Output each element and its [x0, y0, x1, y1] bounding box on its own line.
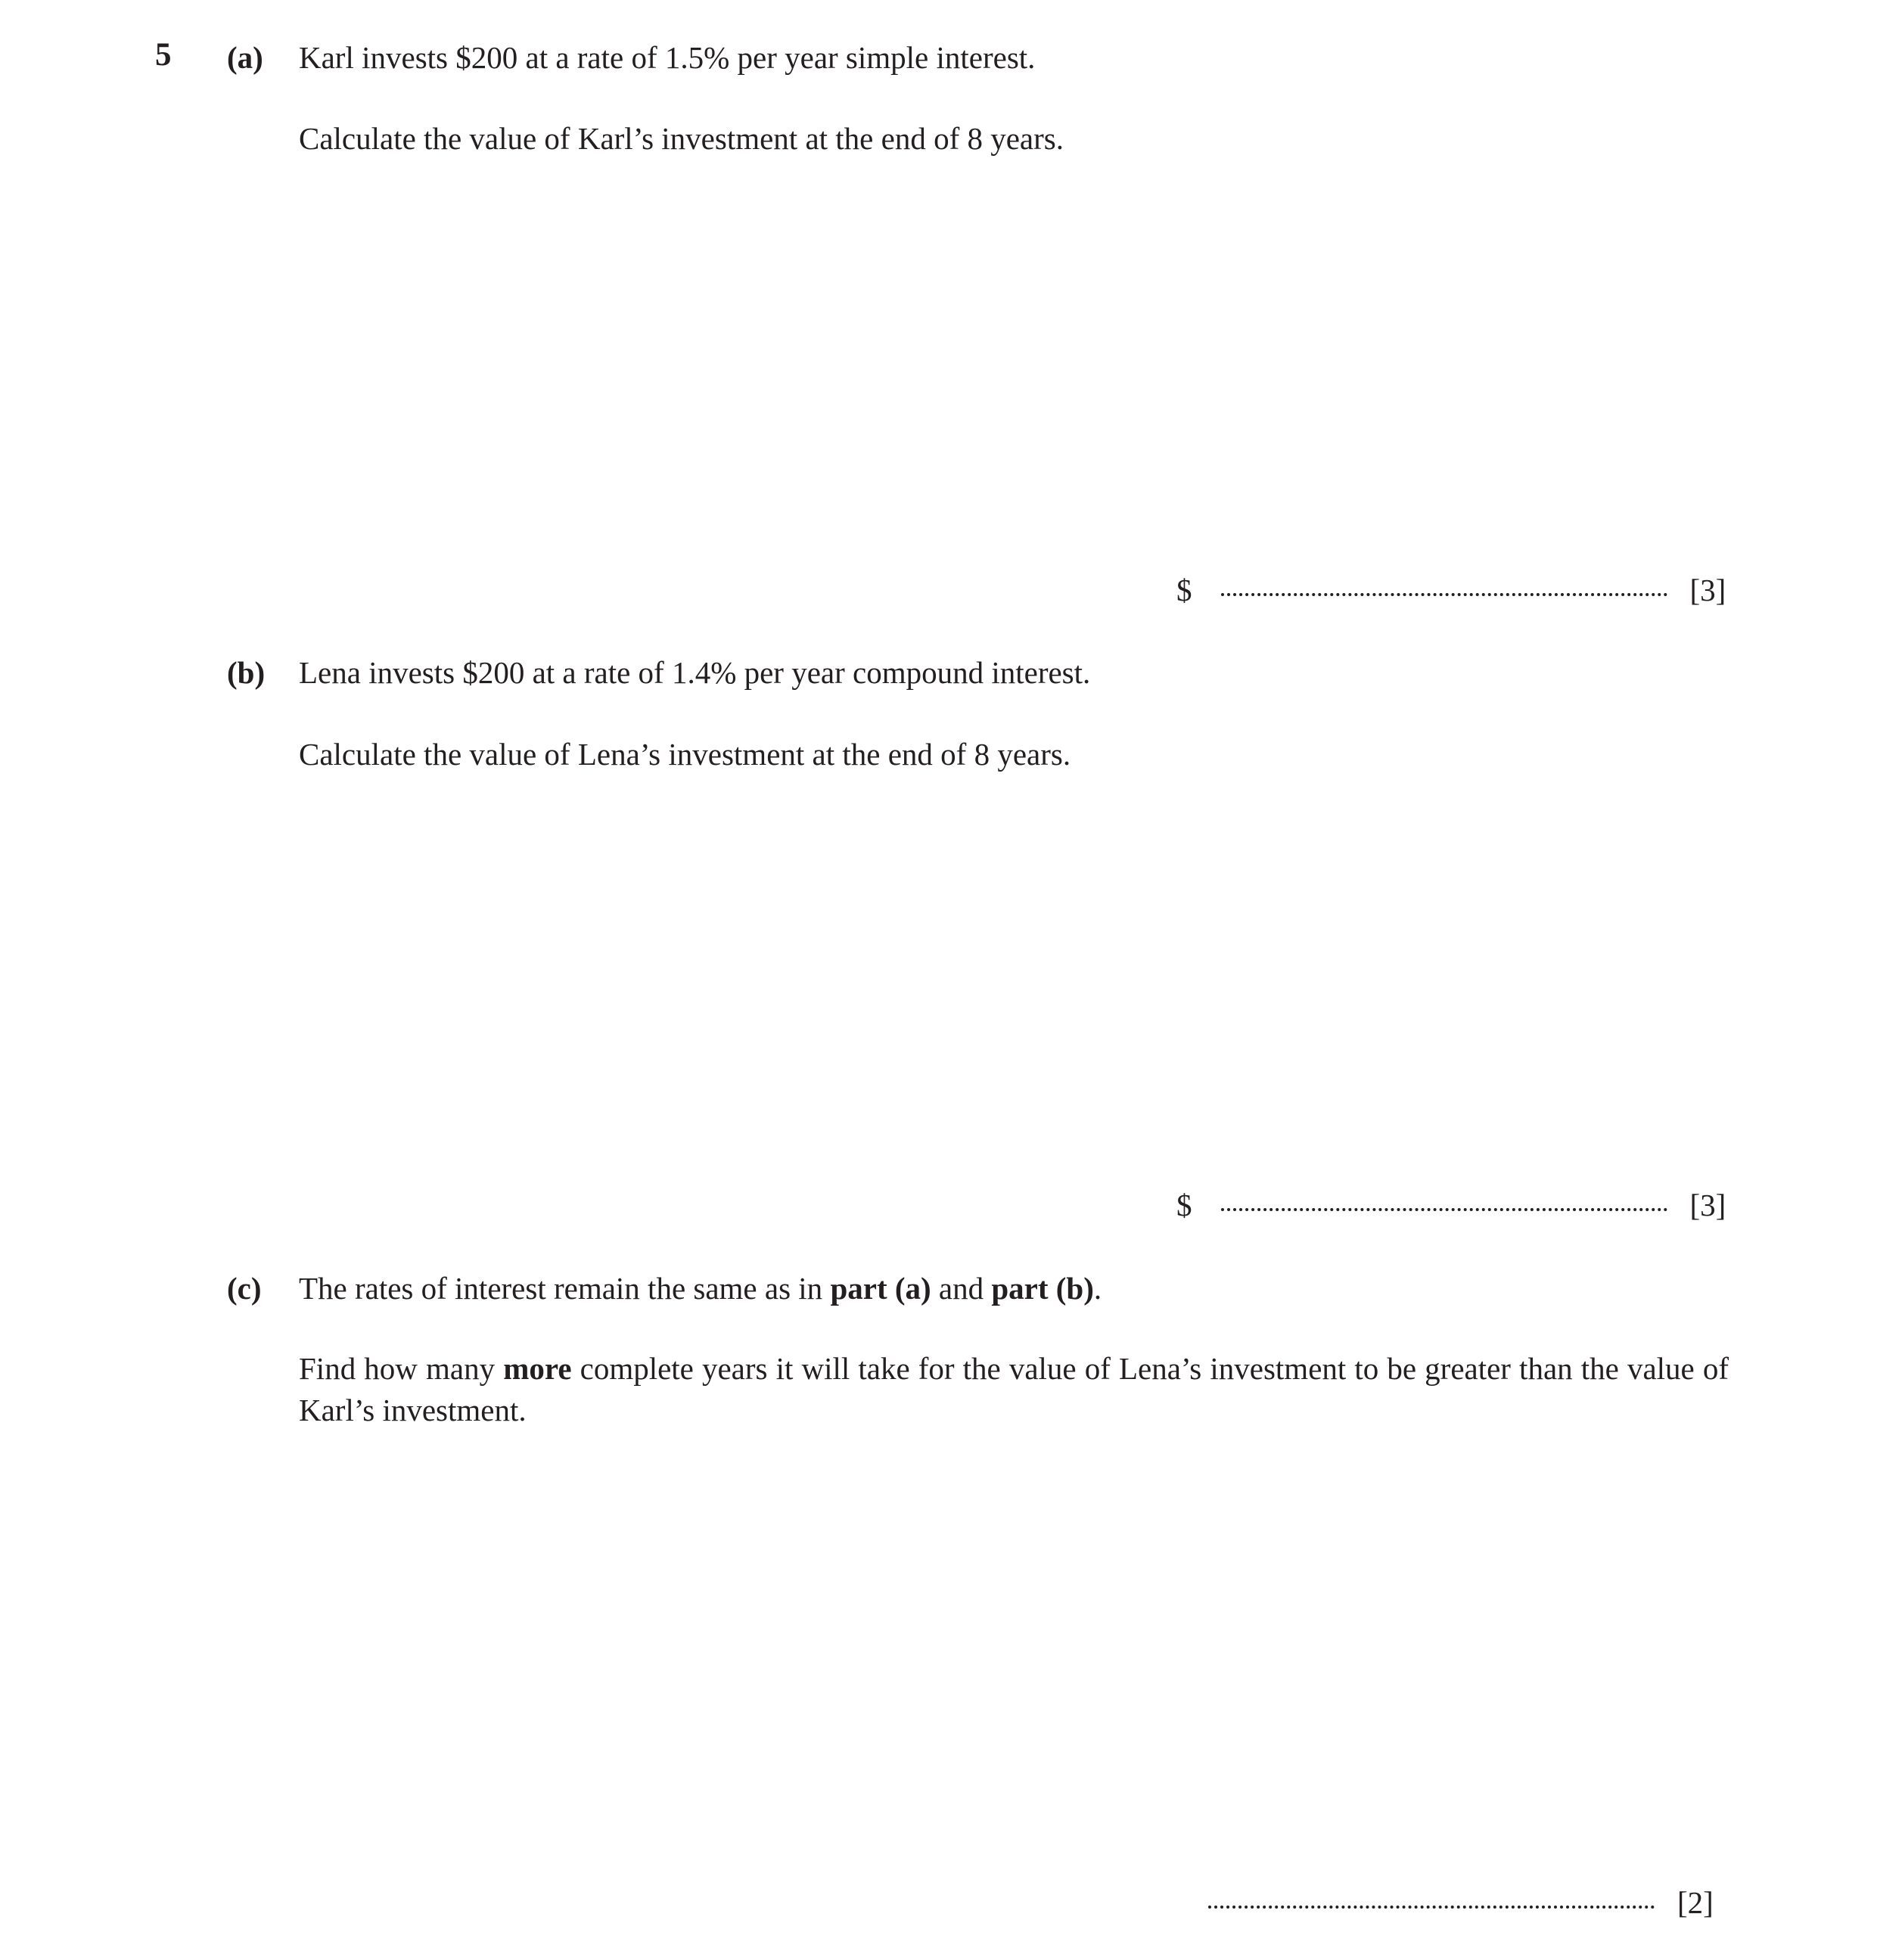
part-c-instruction-emphasis: more: [503, 1351, 572, 1386]
part-b-label: (b): [227, 655, 266, 690]
question-number: 5: [155, 37, 172, 73]
part-c-reference-part-a: part (a): [830, 1271, 931, 1306]
part-c-marks: [2]: [1677, 1885, 1714, 1920]
part-c-reference-part-b: part (b): [991, 1271, 1094, 1306]
part-b-dollar-sign: $: [1176, 1188, 1192, 1222]
part-c-statement: [299, 1269, 1102, 1308]
part-a-dollar-sign: $: [1176, 573, 1192, 607]
part-b-instruction: Calculate the value of Lena’s investment at the end of 8 years.: [299, 737, 1071, 772]
part-c-answer-line[interactable]: [1208, 1883, 1714, 1922]
part-c-instruction: [299, 1348, 1729, 1431]
part-c-answer-dots[interactable]: [1208, 1906, 1655, 1909]
part-c-statement-text-1: The rates of interest remain the same as in: [299, 1271, 831, 1306]
part-c-label: (c): [227, 1271, 262, 1306]
part-c-statement-text-2: and: [931, 1271, 992, 1306]
part-c-instruction-text-1: Find how many: [299, 1351, 504, 1386]
part-a-statement: Karl invests $200 at a rate of 1.5% per year simple interest.: [299, 40, 1036, 75]
part-b-marks: [3]: [1689, 1188, 1726, 1222]
part-b-answer-line[interactable]: [1176, 1185, 1726, 1225]
part-a-label: (a): [227, 40, 263, 75]
part-a-instruction: Calculate the value of Karl’s investment at the end of 8 years.: [299, 121, 1064, 156]
part-a-answer-dots[interactable]: [1221, 593, 1667, 596]
part-b-statement: Lena invests $200 at a rate of 1.4% per year compound interest.: [299, 655, 1091, 690]
part-b-answer-dots[interactable]: [1221, 1208, 1667, 1211]
part-a-marks: [3]: [1689, 573, 1726, 607]
part-a-answer-line[interactable]: [1176, 570, 1726, 610]
part-c-statement-text-3: .: [1093, 1271, 1102, 1306]
part-c-instruction-text-2: complete years it will take for the value of Lena’s investment to be greater than the value of Karl’s investment.: [299, 1351, 1729, 1427]
